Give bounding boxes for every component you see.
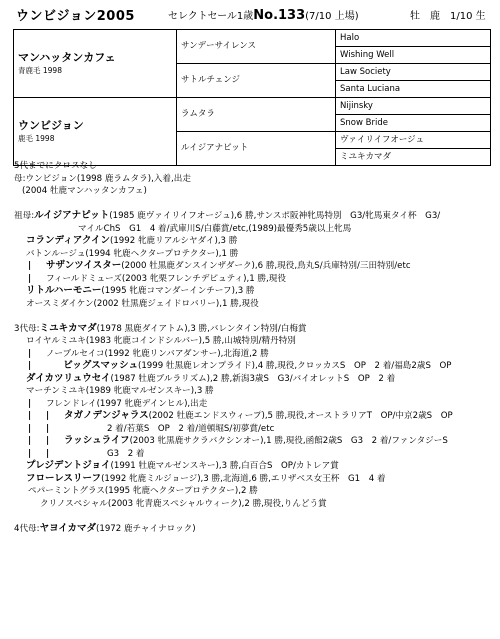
sale-info xyxy=(168,7,359,23)
family-line xyxy=(28,273,286,285)
branch-bar: | xyxy=(46,411,50,421)
horse-name-bold: ダイカツリュウセイ xyxy=(26,372,111,384)
family-line xyxy=(28,398,207,410)
family-line xyxy=(28,423,274,435)
family-line xyxy=(22,185,147,197)
line-text: ノーブルセイコ(1992 牝鹿リンバアダンサー),北海道,2 勝 xyxy=(46,348,269,359)
horse-name-bold: ビッグスマッシュ xyxy=(63,360,138,371)
family-line xyxy=(40,498,327,510)
line-text: クリノスペシャル(2003 牝青鹿スペシャルウィーク),2 勝,現役,りんどう賞 xyxy=(40,498,327,509)
line-text: ビッグスマッシュ(1999 牡黒鹿レオンプライド),4 勝,現役,クロッカスS OP 2 着/福島2歳S OP xyxy=(63,360,452,371)
lot-number: No.133 xyxy=(253,8,306,23)
line-text: フレンドレイ(1997 牝鹿デインヒル),出走 xyxy=(46,398,208,409)
line-text: マーチンミユキ(1989 牝鹿マルゼンスキー),3 勝 xyxy=(26,386,214,396)
g3-1: Halo xyxy=(336,30,491,47)
dam-dam: ルイジアナピット xyxy=(177,132,336,166)
sire-name: マンハッタンカフェ xyxy=(18,51,116,65)
family-line xyxy=(28,485,258,497)
g3-6: Snow Bride xyxy=(336,115,491,132)
g3-7: ヴァイリイフオージュ xyxy=(336,132,491,149)
sire-sire: サンデーサイレンス xyxy=(177,30,336,64)
family-line xyxy=(26,373,395,385)
line-text: 2 着/若葉S OP 2 着/道頓堀S/初夢賞/etc xyxy=(64,423,275,434)
line-text: (1992 牝鹿リアルシヤダイ),3 勝 xyxy=(109,236,238,246)
family-line xyxy=(26,335,296,347)
line-text: ロイヤルミユキ(1983 牝鹿コインドシルバー),5 勝,山城特別/精丹特別 xyxy=(26,336,296,346)
dam-info: 鹿毛 1998 xyxy=(18,134,55,144)
g3-3: Law Society xyxy=(336,64,491,81)
line-text: (1985 鹿ヴァイリイフオージュ),6 勝,サンスポ阪神牝馬特別 G3/牝馬東タイ杯 G3/ xyxy=(109,211,441,221)
horse-name: ウンビジョン2005 xyxy=(16,9,135,24)
line-text: (1991 牡鹿マルゼンスキー),3 勝,白百合S OP/カトレア賞 xyxy=(110,461,339,471)
branch-bar: | xyxy=(28,361,32,371)
line-text: 母:ウンビジョン(1998 鹿ラムタラ),入着,出走 xyxy=(14,173,191,184)
dam4-name: ヤヨイカマダ xyxy=(39,522,96,534)
family-line xyxy=(28,360,451,372)
horse-name-bold: リトルハーモニー xyxy=(26,285,102,296)
family-line xyxy=(28,348,269,360)
line-text: 5代までにクロスなし xyxy=(14,161,97,171)
branch-bar: | xyxy=(28,411,32,421)
dam-sire: ラムタラ xyxy=(177,98,336,132)
line-text: オースミダイケン(2002 牡黒鹿ジェイドロバリー),1 勝,現役 xyxy=(26,298,259,309)
dam3-info: (1978 黒鹿ダイアトム),3 勝,バレンタイン特別/白梅賞 xyxy=(96,323,307,334)
g3-8: ミユキカマダ xyxy=(336,149,491,166)
branch-bar: | xyxy=(46,423,50,434)
line-text: G3 2 着 xyxy=(64,448,145,459)
line-text: ペパーミントグラス(1995 牝鹿ヘクタープロテクター),2 勝 xyxy=(28,486,258,496)
branch-bar: | xyxy=(46,448,50,459)
family-line xyxy=(26,473,386,485)
line-text: 祖母: xyxy=(14,211,35,221)
sire-dam: サトルチェンジ xyxy=(177,64,336,98)
line-text: (1995 牝鹿コマンダーインチーフ),3 勝 xyxy=(101,286,255,296)
sire-cell xyxy=(14,30,177,98)
dam3-name: ミユキカマダ xyxy=(39,322,97,334)
sire-info: 青鹿毛 1998 xyxy=(18,66,62,76)
family-line xyxy=(14,210,440,222)
family-line xyxy=(14,323,307,335)
branch-bar: | xyxy=(28,261,32,271)
family-line xyxy=(28,435,448,447)
branch-bar: | xyxy=(46,436,50,446)
horse-name-bold: ラッシュライフ xyxy=(64,435,130,446)
family-line xyxy=(28,260,411,272)
branch-bar: | xyxy=(28,423,32,434)
branch-bar: | xyxy=(28,273,32,284)
line-text: 4代母: xyxy=(14,523,40,534)
branch-bar: | xyxy=(28,436,32,446)
family-line xyxy=(26,235,237,247)
family-line xyxy=(14,160,97,172)
horse-name-bold: ルイジアナピット xyxy=(34,210,110,221)
horse-name-bold: タガノデンジャラス xyxy=(64,410,149,421)
family-line xyxy=(26,460,339,472)
family-line xyxy=(26,298,259,310)
dam-cell xyxy=(14,98,177,166)
line-text: (2004 牡鹿マンハッタンカフェ) xyxy=(22,186,147,196)
branch-bar: | xyxy=(28,448,32,459)
g3-5: Nijinsky xyxy=(336,98,491,115)
line-text: (2002 牡鹿エンドスウィープ),5 勝,現役,オーストラリアT OP/中京2歳S OP xyxy=(148,411,453,421)
line-text: 3代母: xyxy=(14,323,40,334)
family-line xyxy=(26,248,238,260)
family-line xyxy=(78,223,351,235)
branch-bar: | xyxy=(28,398,32,409)
horse-name-bold: コランディアクイン xyxy=(26,235,110,246)
line-text: (1987 牡鹿ブルラリズム),2 勝,新潟3歳S G3/バイオレットS OP 2 着 xyxy=(110,373,396,384)
sex-birth: 牡 鹿 1/10 生 xyxy=(410,11,486,22)
document-header xyxy=(0,0,500,22)
sale-date: (7/10 上場) xyxy=(305,11,359,22)
family-line xyxy=(28,410,453,422)
dam4-info: (1972 鹿チャイナロック) xyxy=(96,523,196,534)
g3-4: Santa Luciana xyxy=(336,81,491,98)
family-line xyxy=(14,173,191,185)
family-line xyxy=(26,285,255,297)
line-text: (1992 牝鹿ミルジョージ),3 勝,北海道,6 勝,エリザベス女王杯 G1 4 着 xyxy=(101,473,386,484)
line-text: フィールドミューズ(2003 牝栗フレンチデピュティ),1 勝,現役 xyxy=(46,273,286,284)
g3-2: Wishing Well xyxy=(336,47,491,64)
pedigree-table xyxy=(13,29,491,166)
dam-name: ウンビジョン xyxy=(18,119,84,133)
line-text: (2003 牝黒鹿サクラバクシンオー),1 勝,現役,函館2歳S G3 2 着/ファンタジーS xyxy=(129,436,448,446)
family-line xyxy=(26,385,214,397)
horse-name-bold: サザンツイスター xyxy=(46,260,122,271)
line-text: バトンルージュ(1994 牝鹿ヘクタープロテクター),1 勝 xyxy=(26,248,239,259)
family-line xyxy=(14,523,196,535)
family-line xyxy=(28,448,144,460)
line-text: (2000 牡黒鹿ダンスインザダーク),6 勝,現役,鳥丸S/兵庫特別/三田特別/etc xyxy=(121,261,411,271)
horse-name-bold: フローレスリーフ xyxy=(26,472,102,484)
sale-prefix: セレクトセール1歳 xyxy=(168,11,254,22)
branch-bar: | xyxy=(28,348,32,359)
line-text: マイルChS G1 4 着/武庫川S/白藤賞/etc,(1989)最優秀5歳以上牝馬 xyxy=(78,223,352,234)
horse-name-bold: プレジデントジョイ xyxy=(26,460,111,471)
